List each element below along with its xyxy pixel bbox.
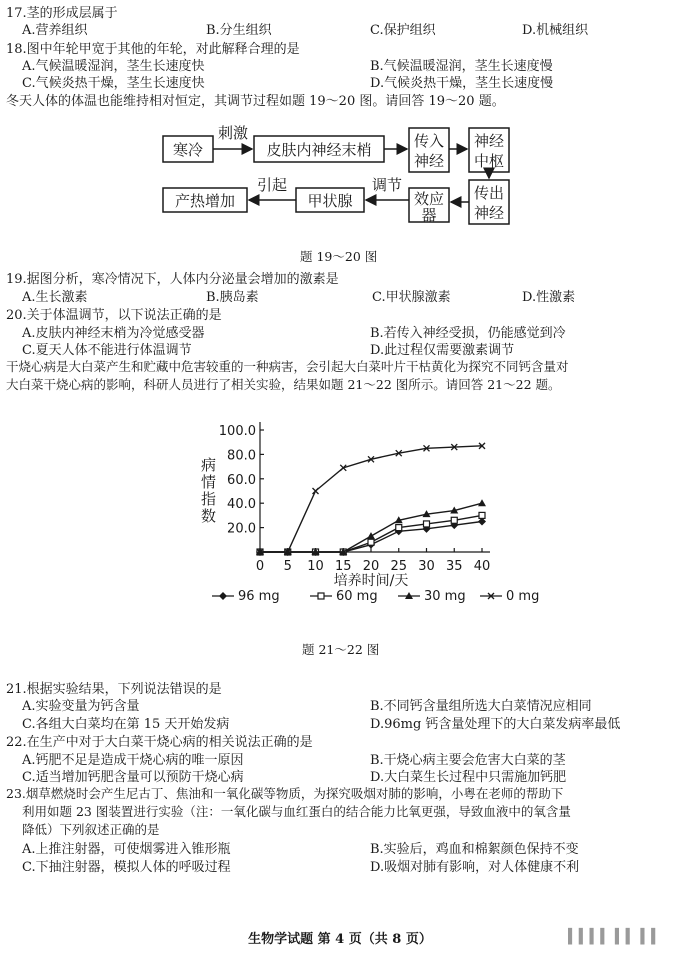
point-square	[424, 521, 430, 527]
point-triangle	[478, 499, 486, 506]
q21-option-c: C.各组大白菜均在第 15 天开始发病	[22, 717, 230, 732]
y-tick-label: 20.0	[227, 521, 256, 537]
q18-option-a: A.气候温暖湿润，茎生长速度快	[22, 59, 205, 74]
node-efferent-label-2: 神经	[473, 204, 505, 222]
y-tick-label: 60.0	[227, 472, 256, 488]
q18-option-c: C.气候炎热干燥，茎生长速度快	[22, 76, 205, 91]
q20-option-c: C.夏天人体不能进行体温调节	[22, 343, 192, 358]
q21-stem: 21.根据实验结果，下列说法错误的是	[6, 682, 222, 697]
q23-stem-line1: 23.烟草燃烧时会产生尼古丁、焦油和一氧化碳等物质，为探究吸烟对肺的影响，小粤在老师的帮助下	[6, 786, 564, 801]
legend-label: 30 mg	[424, 589, 466, 604]
q19-option-b: B.胰岛素	[206, 290, 259, 305]
legend-label: 96 mg	[238, 589, 280, 604]
node-afferent-label-2: 神经	[413, 152, 445, 170]
q21-option-a: A.实验变量为钙含量	[22, 699, 140, 714]
q19-option-d: D.性激素	[522, 290, 576, 305]
q20-option-a: A.皮肤内神经末梢为冷觉感受器	[22, 326, 205, 341]
point-square	[479, 512, 485, 518]
q22-option-b: B.干烧心病主要会危害大白菜的茎	[370, 753, 566, 768]
node-thyroid-label: 甲状腺	[307, 192, 353, 210]
point-x	[313, 488, 319, 494]
q23-option-a: A.上推注射器，可使烟雾进入锥形瓶	[22, 842, 231, 857]
q22-option-c: C.适当增加钙肥含量可以预防干烧心病	[22, 770, 244, 785]
y-tick-label: 100.0	[218, 424, 256, 439]
q22-stem: 22.在生产中对于大白菜干烧心病的相关说法正确的是	[6, 735, 313, 750]
y-axis-label: 病情指数	[199, 457, 217, 525]
q18-option-b: B.气候温暖湿润，茎生长速度慢	[370, 59, 553, 74]
q17-option-b: B.分生组织	[206, 23, 272, 38]
node-cold-label: 寒冷	[172, 141, 204, 159]
x-axis-label: 培养时间/天	[333, 573, 409, 589]
thermoregulation-flowchart	[0, 118, 680, 230]
x-tick-label: 0	[255, 559, 265, 574]
q23-stem-line2: 利用如题 23 图装置进行实验（注：一氧化碳与血红蛋白的结合能力比氧更强，导致血液中的氧含量	[22, 804, 571, 819]
node-effector-label-2: 器	[421, 206, 437, 224]
point-triangle	[367, 532, 375, 539]
q20-option-d: D.此过程仅需要激素调节	[370, 343, 515, 358]
q17-stem: 17.茎的形成层属于	[6, 6, 118, 21]
q18-stem: 18.图中年轮甲宽于其他的年轮，对此解释合理的是	[6, 42, 300, 57]
figure-21-22-caption: 题 21～22 图	[302, 642, 380, 657]
x-tick-label: 20	[362, 559, 380, 574]
q23-option-d: D.吸烟对肺有影响，对人体健康不利	[370, 860, 580, 875]
figure-19-20-caption: 题 19～20 图	[300, 249, 378, 264]
q17-option-c: C.保护组织	[370, 23, 436, 38]
q20-stem: 20.关于体温调节，以下说法正确的是	[6, 308, 222, 323]
intro-21-22-line1: 干烧心病是大白菜产生和贮藏中危害较重的一种病害，会引起大白菜叶片干枯黄化为探究不同钙含量对	[6, 359, 569, 374]
point-diamond	[219, 592, 227, 600]
legend-label: 60 mg	[336, 589, 378, 604]
node-efferent-label-1: 传出	[473, 184, 505, 202]
node-effector-label-1: 效应	[413, 190, 445, 208]
intro-19-20: 冬天人体的体温也能维持相对恒定，其调节过程如题 19～20 图。请回答 19～20 题。	[6, 94, 505, 109]
legend-label: 0 mg	[506, 589, 540, 604]
x-tick-label: 5	[283, 559, 292, 574]
disease-index-chart	[150, 408, 540, 618]
x-tick-label: 10	[307, 559, 324, 574]
intro-21-22-line2: 大白菜干烧心病的影响，科研人员进行了相关实验，结果如题 21～22 图所示。请回答 21～22 题。	[6, 377, 561, 392]
node-center-label-2: 中枢	[473, 152, 505, 170]
point-square	[451, 517, 457, 523]
q17-option-d: D.机械组织	[522, 23, 589, 38]
edge-stimulate-label: 刺激	[217, 124, 249, 142]
q19-option-a: A.生长激素	[22, 290, 88, 305]
q19-option-c: C.甲状腺激素	[372, 290, 451, 305]
point-square	[396, 525, 402, 531]
q21-option-b: B.不同钙含量组所选大白菜情况应相同	[370, 699, 592, 714]
point-square	[368, 539, 374, 545]
q22-option-d: D.大白菜生长过程中只需施加钙肥	[370, 770, 567, 785]
node-center-label-1: 神经	[473, 132, 505, 150]
x-tick-label: 35	[445, 559, 463, 574]
q17-option-a: A.营养组织	[22, 23, 88, 38]
y-tick-label: 80.0	[227, 448, 256, 464]
x-tick-label: 25	[390, 559, 408, 574]
edge-regulate-label: 调节	[371, 176, 403, 194]
edge-cause-label: 引起	[256, 176, 288, 194]
page-footer: 生物学试题 第 4 页（共 8 页）	[248, 932, 432, 947]
point-square	[318, 593, 324, 599]
watermark-logo: ▍▍▍▍ ▍▍ ▍▍	[568, 928, 662, 944]
q23-option-c: C.下抽注射器，模拟人体的呼吸过程	[22, 860, 231, 875]
q20-option-b: B.若传入神经受损，仍能感觉到冷	[370, 326, 566, 341]
y-tick-label: 40.0	[227, 497, 256, 513]
q21-option-d: D.96mg 钙含量处理下的大白菜发病率最低	[370, 717, 621, 732]
x-tick-label: 30	[418, 559, 435, 574]
q19-stem: 19.据图分析，寒冷情况下，人体内分泌量会增加的激素是	[6, 272, 339, 287]
q18-option-d: D.气候炎热干燥，茎生长速度慢	[370, 76, 554, 91]
q22-option-a: A.钙肥不足是造成干烧心病的唯一原因	[22, 753, 244, 768]
node-skin-label: 皮肤内神经末梢	[266, 141, 372, 159]
node-afferent-label-1: 传入	[413, 132, 445, 150]
x-tick-label: 40	[473, 559, 491, 574]
q23-stem-line3: 降低）下列叙述正确的是	[22, 822, 160, 837]
x-tick-label: 15	[334, 559, 352, 574]
q23-option-b: B.实验后，鸡血和棉絮颜色保持不变	[370, 842, 579, 857]
node-heat-label: 产热增加	[174, 192, 236, 210]
